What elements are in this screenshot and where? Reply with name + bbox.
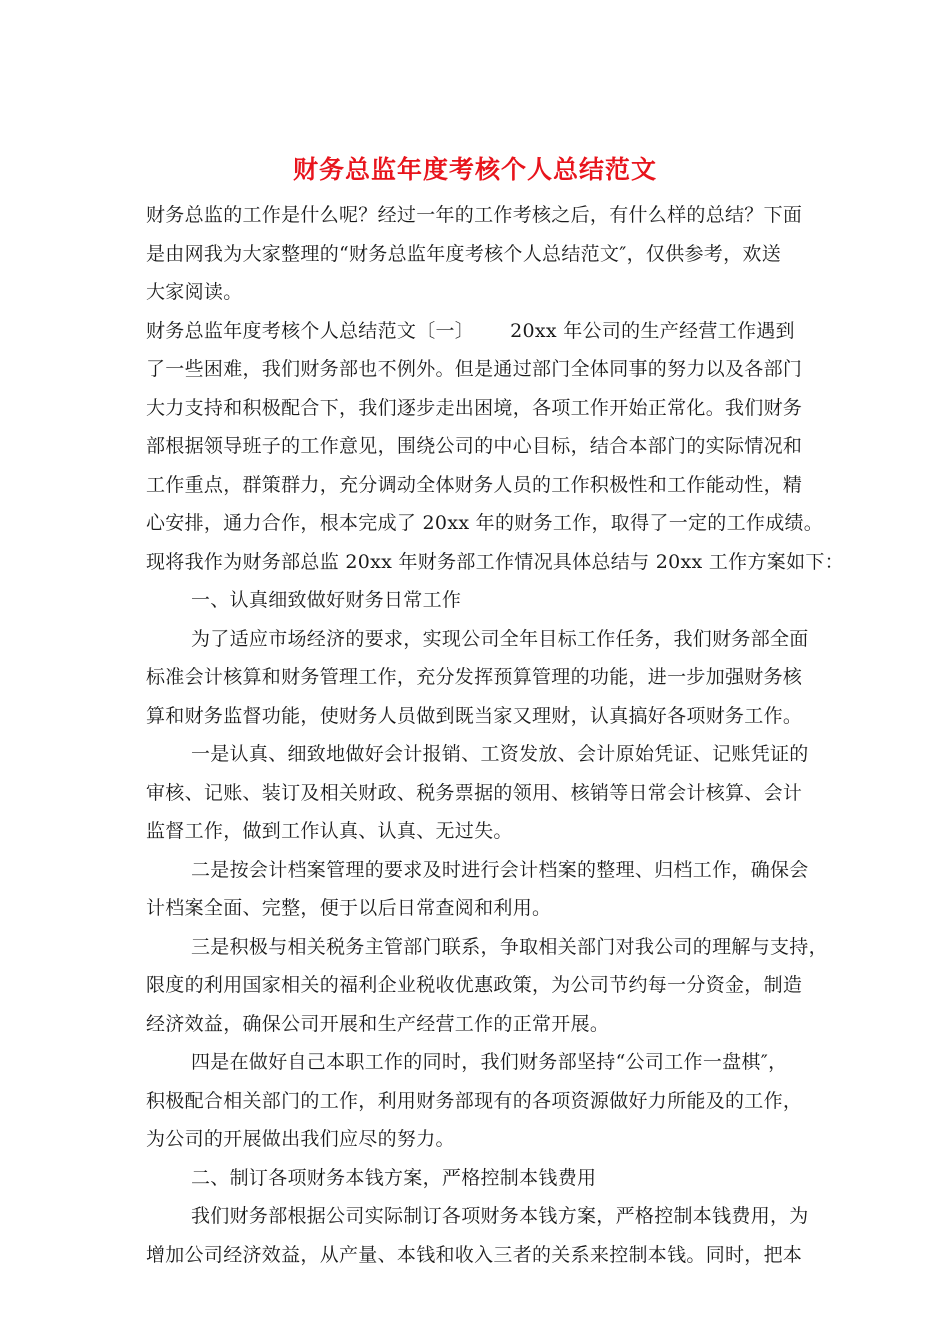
text-line — [146, 812, 826, 851]
text-line-content: 审核、记账、装订及相关财政、税务票据的领用、核销等日常会计核算、会计 — [146, 781, 803, 804]
text-line — [146, 928, 826, 967]
text-line-content: 算和财务监督功能，使财务人员做到既当家又理财，认真搞好各项财务工作。 — [146, 704, 803, 727]
text-line-content: 二、制订各项财务本钱方案，严格控制本钱费用 — [191, 1166, 597, 1189]
text-line-content: 是由网我为大家整理的“财务总监年度考核个人总结范文″，仅供参考，欢送 — [146, 242, 782, 265]
text-line — [146, 427, 826, 466]
text-line-content: 三是积极与相关税务主管部门联系，争取相关部门对我公司的理解与支持， — [191, 935, 828, 958]
text-line — [146, 1236, 826, 1275]
text-line — [146, 581, 826, 620]
text-line-content: 为了适应市场经济的要求，实现公司全年目标工作任务，我们财务部全面 — [191, 627, 809, 650]
text-line — [146, 1005, 826, 1044]
text-line — [146, 1197, 826, 1236]
text-line — [146, 1082, 826, 1121]
document-title: 财务总监年度考核个人总结范文 — [292, 155, 657, 184]
text-line — [146, 851, 826, 890]
document-body — [146, 196, 844, 1274]
text-line-content: 了一些困难，我们财务部也不例外。但是通过部门全体同事的努力以及各部门 — [146, 358, 803, 380]
text-line — [146, 1120, 826, 1159]
text-line-content: 经济效益，确保公司开展和生产经营工作的正常开展。 — [146, 1012, 610, 1035]
text-line — [146, 504, 826, 543]
text-line-content: 增加公司经济效益，从产量、本钱和收入三者的关系来控制本钱。同时，把本 — [146, 1243, 803, 1266]
text-line — [146, 235, 826, 274]
text-line-content: 大力支持和积极配合下，我们逐步走出困境，各项工作开始正常化。我们财务 — [146, 396, 803, 419]
text-line-content: 为公司的开展做出我们应尽的努力。 — [146, 1128, 455, 1150]
text-line — [146, 697, 826, 736]
text-line — [146, 350, 826, 389]
text-line — [146, 543, 844, 582]
text-line-content: 大家阅读。 — [146, 281, 243, 303]
text-line-content: 一是认真、细致地做好会计报销、工资发放、会计原始凭证、记账凭证的 — [191, 743, 809, 765]
text-line-content: 心安排，通力合作，根本完成了 20xx 年的财务工作，取得了一定的工作成绩。 — [146, 512, 824, 534]
text-line-content: 财务总监年度考核个人总结范文〔一〕 — [146, 319, 475, 342]
text-line-tail: 20xx 年公司的生产经营工作遇到 — [510, 319, 795, 342]
text-line-content: 计档案全面、完整，便于以后日常查阅和利用。 — [146, 897, 552, 919]
text-line-content: 部根据领导班子的工作意见，围绕公司的中心目标，结合本部门的实际情况和 — [146, 435, 803, 457]
text-line-content: 工作重点，群策群力，充分调动全体财务人员的工作积极性和工作能动性，精 — [146, 473, 803, 496]
text-line — [146, 735, 826, 774]
text-line-content: 一、认真细致做好财务日常工作 — [191, 589, 462, 611]
text-line — [146, 273, 826, 312]
text-line — [146, 1043, 826, 1082]
text-line-content: 积极配合相关部门的工作，利用财务部现有的各项资源做好力所能及的工作， — [146, 1089, 803, 1112]
text-line — [146, 466, 826, 505]
text-line — [146, 966, 826, 1005]
text-line-content: 现将我作为财务部总监 20xx 年财务部工作情况具体总结与 20xx 工作方案如下： — [146, 550, 844, 573]
text-line-content: 二是按会计档案管理的要求及时进行会计档案的整理、归档工作，确保会 — [191, 858, 809, 881]
text-line — [146, 1159, 826, 1198]
text-line — [146, 620, 826, 659]
text-line — [146, 196, 826, 235]
text-line — [146, 774, 826, 813]
text-line — [146, 658, 826, 697]
text-line — [146, 389, 826, 428]
text-line — [146, 312, 826, 351]
text-line-content: 标准会计核算和财务管理工作，充分发挥预算管理的功能，进一步加强财务核 — [146, 666, 803, 688]
text-line-content: 我们财务部根据公司实际制订各项财务本钱方案，严格控制本钱费用，为 — [191, 1205, 809, 1227]
text-line-content: 四是在做好自己本职工作的同时，我们财务部坚持“公司工作一盘棋″， — [191, 1051, 788, 1073]
text-line-content: 财务总监的工作是什么呢？经过一年的工作考核之后，有什么样的总结？下面 — [146, 204, 803, 226]
text-line-content: 限度的利用国家相关的福利企业税收优惠政策，为公司节约每一分资金，制造 — [146, 974, 803, 996]
text-line-content: 监督工作，做到工作认真、认真、无过失。 — [146, 820, 513, 842]
text-line — [146, 889, 826, 928]
